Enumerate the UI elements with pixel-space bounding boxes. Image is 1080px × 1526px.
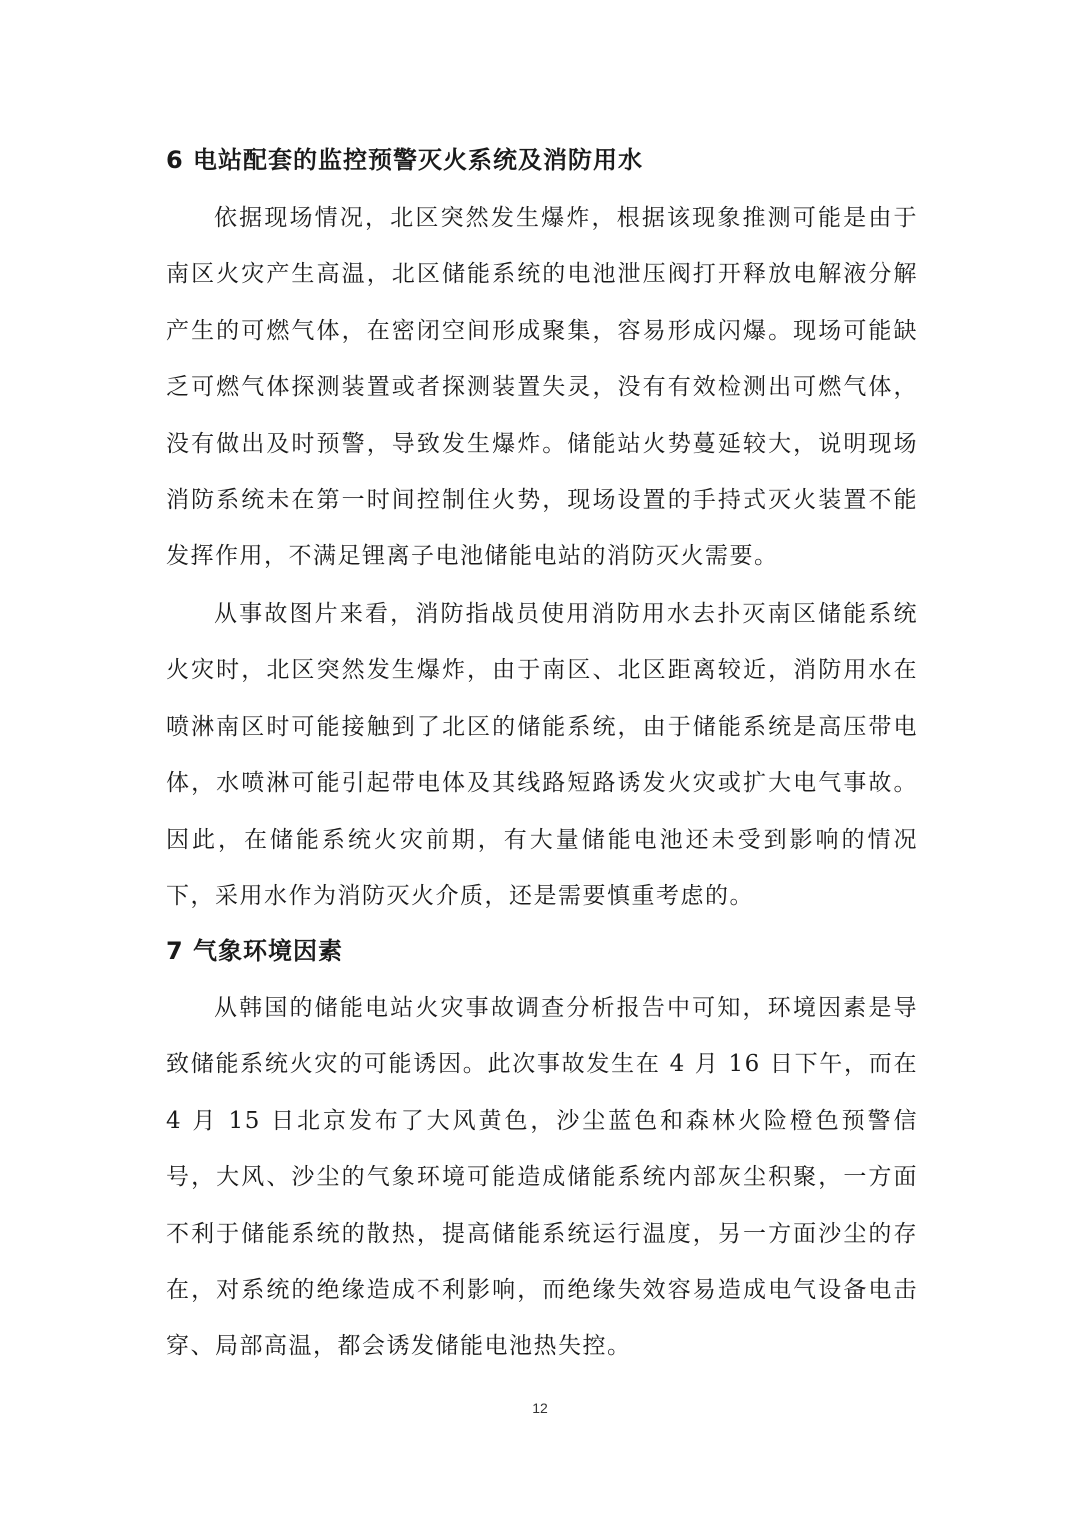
section-7-paragraph-1: 从韩国的储能电站火灾事故调查分析报告中可知，环境因素是导致储能系统火灾的可能诱因。此次事故发生在 4 月 16 日下午，而在 4 月 15 日北京发布了大风黄色，沙尘蓝色和森林火险橙色预警信号，大风、沙尘的气象环境可能造成储能系统内部灰尘积聚，一方面不利于储能系统的散热，提高储能系统运行温度，另一方面沙尘的存在，对系统的绝缘造成不利影响，而绝缘失效容易造成电气设备电击穿、局部高温，都会诱发储能电池热失控。 bbox=[166, 995, 918, 1360]
page-number: 12 bbox=[532, 1400, 548, 1416]
section-6-paragraph-1: 依据现场情况，北区突然发生爆炸，根据该现象推测可能是由于南区火灾产生高温，北区储能系统的电池泄压阀打开释放电解液分解产生的可燃气体，在密闭空间形成聚集，容易形成闪爆。现场可能缺乏可燃气体探测装置或者探测装置失灵，没有有效检测出可燃气体，没有做出及时预警，导致发生爆炸。储能站火势蔓延较大，说明现场消防系统未在第一时间控制住火势，现场设置的手持式灭火装置不能发挥作用，不满足锂离子电池储能电站的消防灭火需要。 bbox=[166, 205, 918, 570]
section-6-heading: 6 电站配套的监控预警灭火系统及消防用水 bbox=[166, 146, 644, 174]
section-6-paragraph-2: 从事故图片来看，消防指战员使用消防用水去扑灭南区储能系统火灾时，北区突然发生爆炸，由于南区、北区距离较近，消防用水在喷淋南区时可能接触到了北区的储能系统，由于储能系统是高压带电体，水喷淋可能引起带电体及其线路短路诱发火灾或扩大电气事故。因此，在储能系统火灾前期，有大量储能电池还未受到影响的情况下，采用水作为消防灭火介质，还是需要慎重考虑的。 bbox=[166, 601, 918, 910]
section-7-heading: 7 气象环境因素 bbox=[166, 937, 344, 965]
